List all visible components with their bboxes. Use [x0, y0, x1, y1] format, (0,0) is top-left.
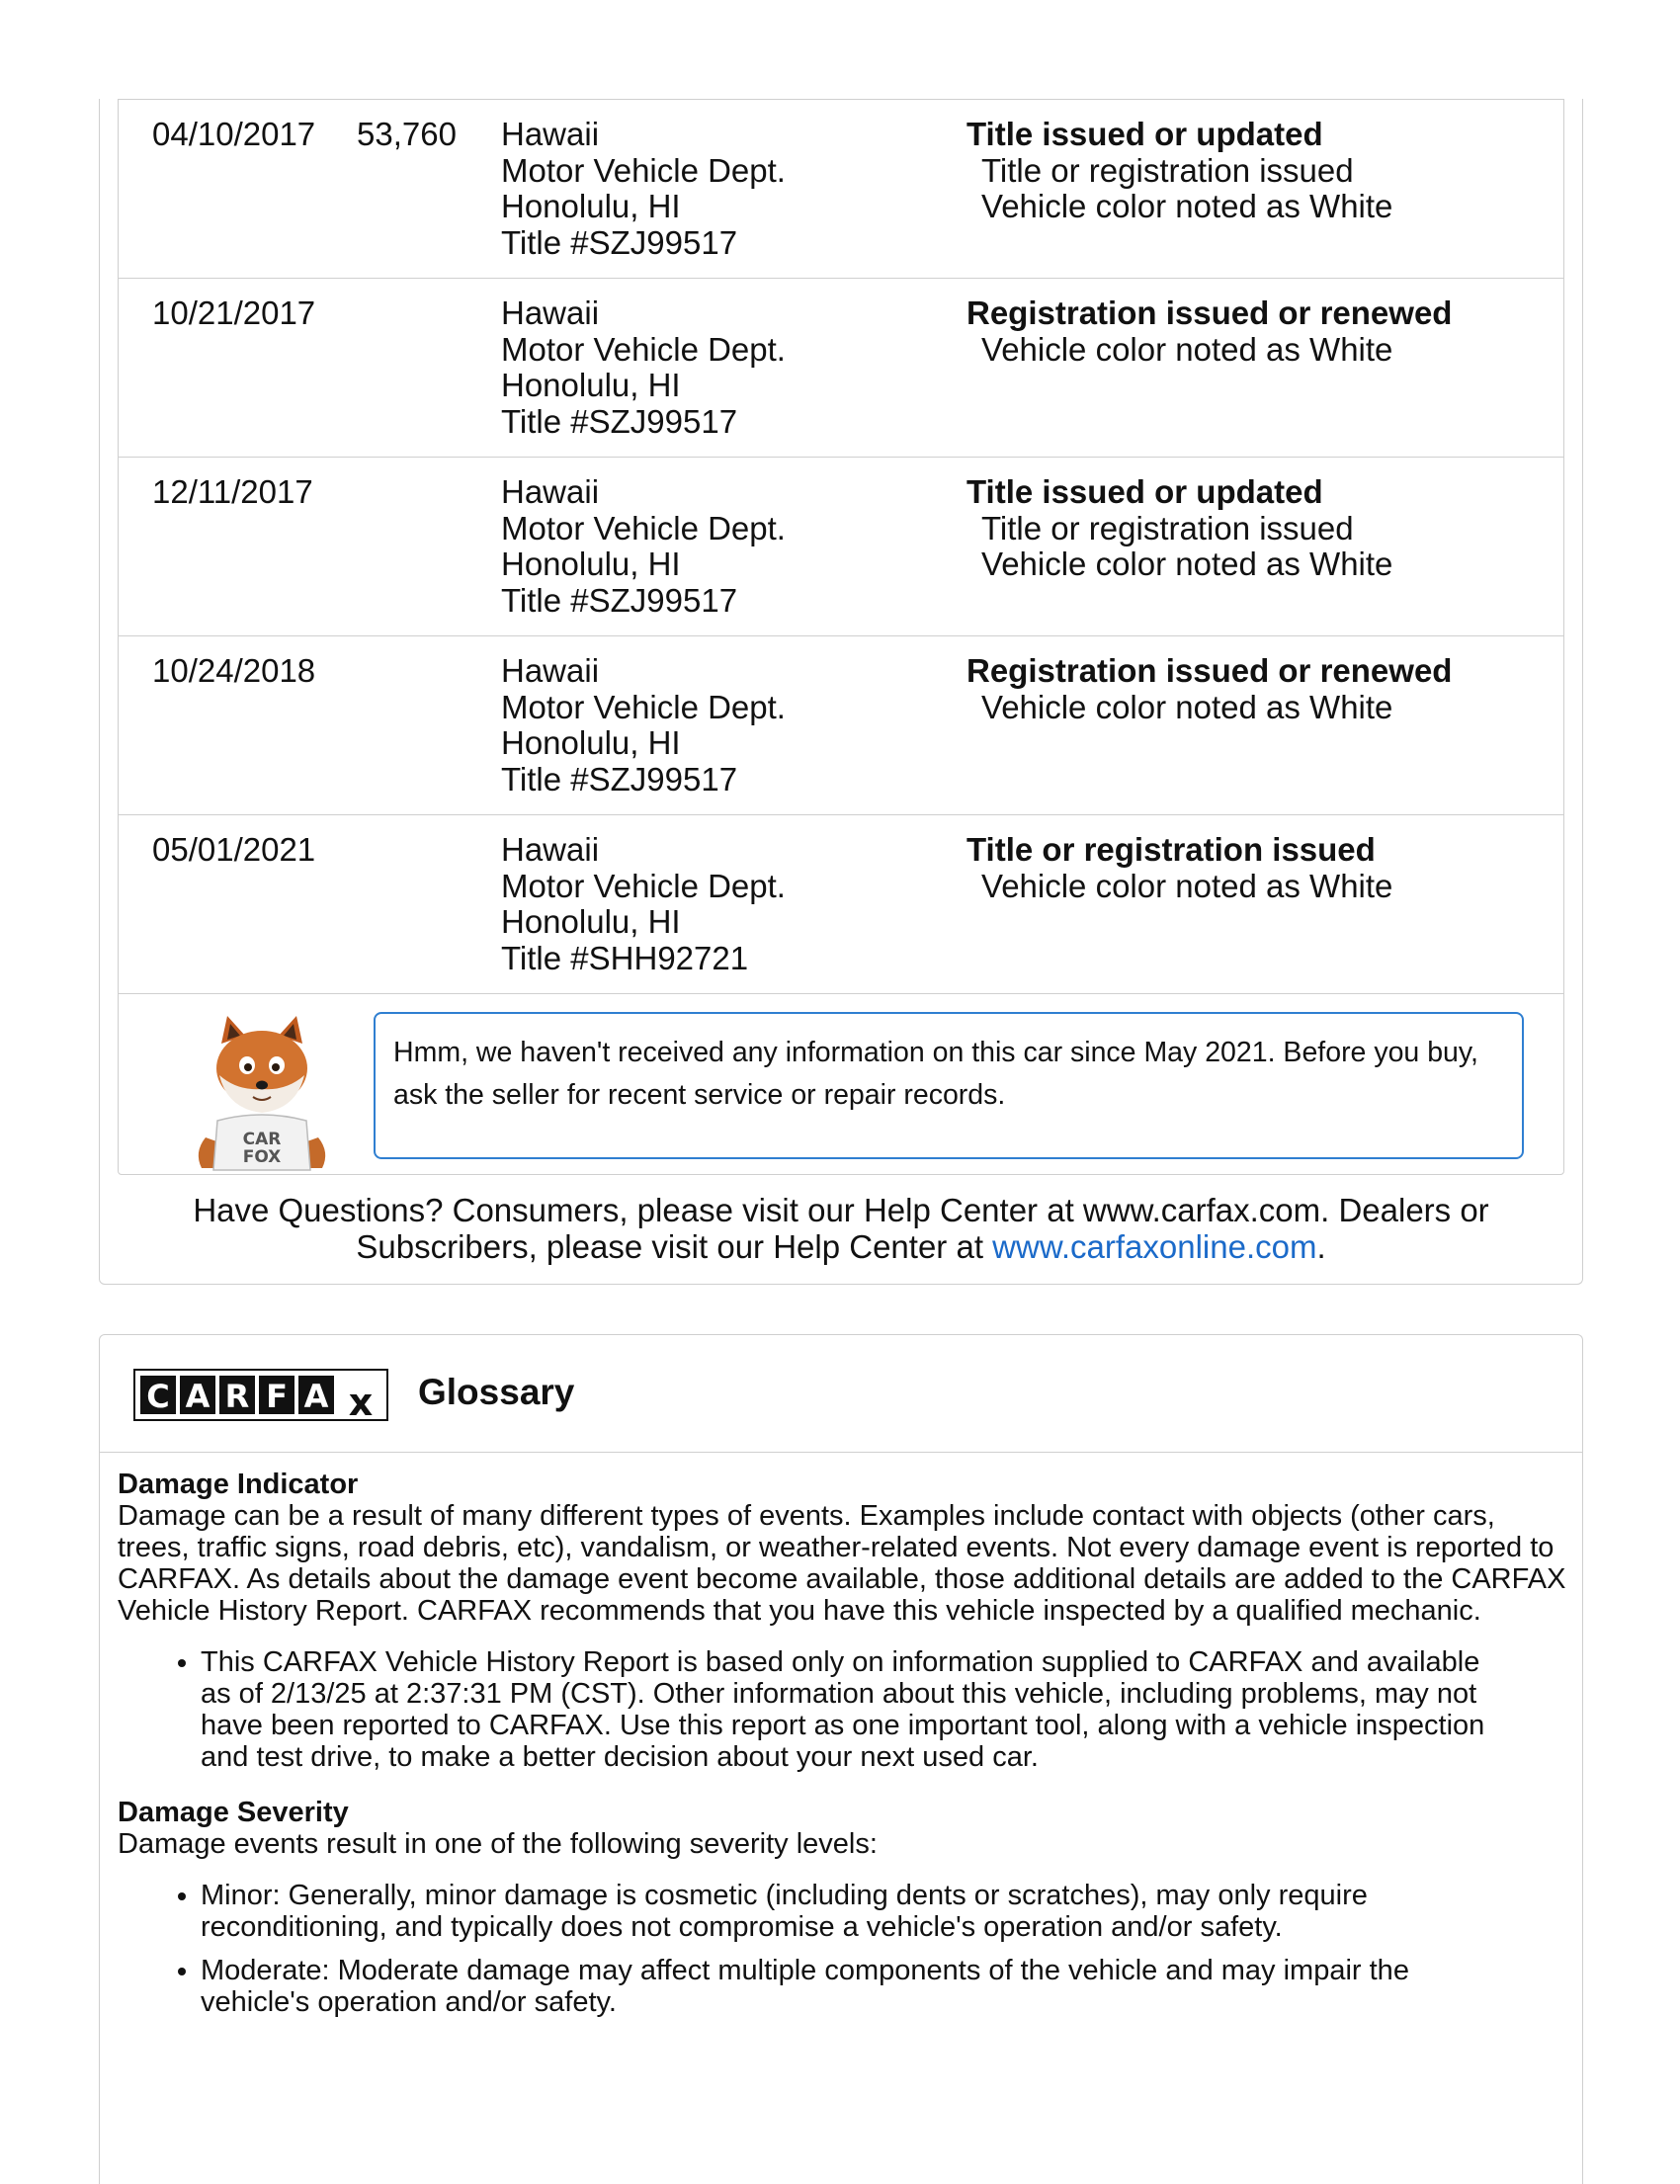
history-record-row: [119, 636, 1563, 815]
source-line: Hawaii: [501, 831, 600, 868]
carfox-mascot-icon: [188, 1014, 336, 1172]
help-text-end: .: [1316, 1228, 1326, 1265]
source-line: Hawaii: [501, 473, 600, 510]
logo-letter: F: [266, 1378, 288, 1415]
glossary-header: [100, 1335, 1582, 1453]
source-line: Title #SHH92721: [501, 939, 749, 976]
record-date: 04/10/2017: [152, 116, 316, 152]
record-date: 12/11/2017: [152, 473, 313, 510]
record-source: [501, 474, 786, 619]
comment-detail: Title or registration issued: [981, 509, 1354, 546]
source-line: Honolulu, HI: [501, 367, 681, 403]
record-comments: [966, 295, 1452, 368]
carfax-logo: [133, 1369, 388, 1421]
source-line: Title #SZJ99517: [501, 223, 738, 261]
term-bullet: • Moderate: Moderate damage may affect multiple components of the vehicle and may impair the vehicle's operation and/or safety.: [201, 1955, 1566, 2018]
shirt-text-line2: FOX: [242, 1147, 282, 1167]
logo-letter: R: [224, 1378, 250, 1415]
fox-message-row: [119, 994, 1563, 1174]
source-line: Hawaii: [501, 116, 600, 152]
source-line: Honolulu, HI: [501, 546, 681, 582]
logo-letter: x: [348, 1381, 374, 1421]
record-comments: [966, 117, 1392, 225]
record-source: [501, 653, 786, 798]
glossary-term: [118, 1797, 1566, 2018]
source-line: Hawaii: [501, 294, 600, 331]
source-line: Title #SZJ99517: [501, 581, 738, 619]
history-record-row: [119, 458, 1563, 636]
comment-detail: Vehicle color noted as White: [981, 330, 1393, 368]
comment-detail: Vehicle color noted as White: [981, 867, 1393, 904]
source-line: Motor Vehicle Dept.: [501, 688, 786, 725]
history-record-row: [119, 100, 1563, 279]
term-description: Damage events result in one of the following severity levels:: [118, 1828, 878, 1860]
history-record-row: [119, 815, 1563, 994]
source-line: Motor Vehicle Dept.: [501, 509, 786, 546]
comment-title: Title issued or updated: [966, 116, 1323, 152]
comment-title: Title or registration issued: [966, 831, 1376, 868]
source-line: Honolulu, HI: [501, 903, 681, 940]
source-line: Title #SZJ99517: [501, 760, 738, 798]
term-bullet: • Minor: Generally, minor damage is cosmetic (including dents or scratches), may only require reconditioning, and typically does not compromise a vehicle's operation and/or safety.: [201, 1880, 1566, 1943]
glossary-body: [118, 1469, 1566, 2042]
term-name: Damage Severity: [118, 1797, 349, 1828]
comment-detail: Vehicle color noted as White: [981, 546, 1393, 582]
source-line: Title #SZJ99517: [501, 402, 738, 440]
comment-title: Title issued or updated: [966, 473, 1323, 510]
glossary-card: [99, 1334, 1583, 2184]
record-source: [501, 117, 786, 261]
shirt-text-line1: CAR: [242, 1130, 282, 1149]
source-line: Motor Vehicle Dept.: [501, 330, 786, 368]
record-source: [501, 832, 786, 976]
record-comments: [966, 832, 1392, 904]
source-line: Hawaii: [501, 652, 600, 689]
glossary-term: [118, 1469, 1566, 1773]
term-bullet-list: [118, 1646, 1566, 1773]
glossary-title: Glossary: [418, 1372, 575, 1412]
record-date: 10/21/2017: [152, 294, 316, 331]
comment-detail: Title or registration issued: [981, 151, 1354, 189]
record-odometer: 53,760: [357, 116, 457, 152]
comment-detail: Vehicle color noted as White: [981, 188, 1393, 224]
no-recent-info-callout: Hmm, we haven't received any information on this car since May 2021. Before you buy, ask the seller for recent service or repair records.: [374, 1012, 1524, 1159]
history-card: [99, 99, 1583, 1285]
source-line: Honolulu, HI: [501, 724, 681, 761]
record-date: 05/01/2021: [152, 831, 316, 868]
comment-title: Registration issued or renewed: [966, 294, 1453, 331]
record-date: 10/24/2018: [152, 652, 316, 689]
history-table: [118, 99, 1564, 1175]
source-line: Motor Vehicle Dept.: [501, 867, 786, 904]
logo-letter: A: [303, 1378, 329, 1415]
logo-letter: A: [185, 1378, 210, 1415]
term-description: Damage can be a result of many different types of events. Examples include contact with objects (other cars, trees, traffic signs, road debris, etc), vandalism, or weather-related events. Not every damage event is reported to CARFAX. As details about the damage event become available, those additional details are added to the CARFAX Vehicle History Report. CARFAX recommends that you have this vehicle inspected by a qualified mechanic.: [118, 1500, 1566, 1627]
term-name: Damage Indicator: [118, 1469, 359, 1500]
help-center-text: [100, 1192, 1582, 1265]
term-bullet: • This CARFAX Vehicle History Report is based only on information supplied to CARFAX and available as of 2/13/25 at 2:37:31 PM (CST). Other information about this vehicle, including problems, may not have been reported to CARFAX. Use this report as one important tool, along with a vehicle inspection and test drive, to make a better decision about your next used car.: [201, 1646, 1566, 1773]
carfox-mascot-svg: [188, 1014, 336, 1172]
source-line: Honolulu, HI: [501, 188, 681, 224]
logo-letter: C: [146, 1378, 170, 1415]
record-comments: [966, 474, 1392, 583]
history-record-row: [119, 279, 1563, 458]
help-text-body: Have Questions? Consumers, please visit our Help Center at www.carfax.com. Dealers or Subscribers, please visit our Help Center at: [193, 1192, 1489, 1265]
record-source: [501, 295, 786, 440]
comment-title: Registration issued or renewed: [966, 652, 1453, 689]
source-line: Motor Vehicle Dept.: [501, 151, 786, 189]
carfaxonline-link[interactable]: www.carfaxonline.com: [992, 1228, 1317, 1265]
record-comments: [966, 653, 1452, 725]
comment-detail: Vehicle color noted as White: [981, 688, 1393, 725]
term-bullet-list: [118, 1880, 1566, 2018]
